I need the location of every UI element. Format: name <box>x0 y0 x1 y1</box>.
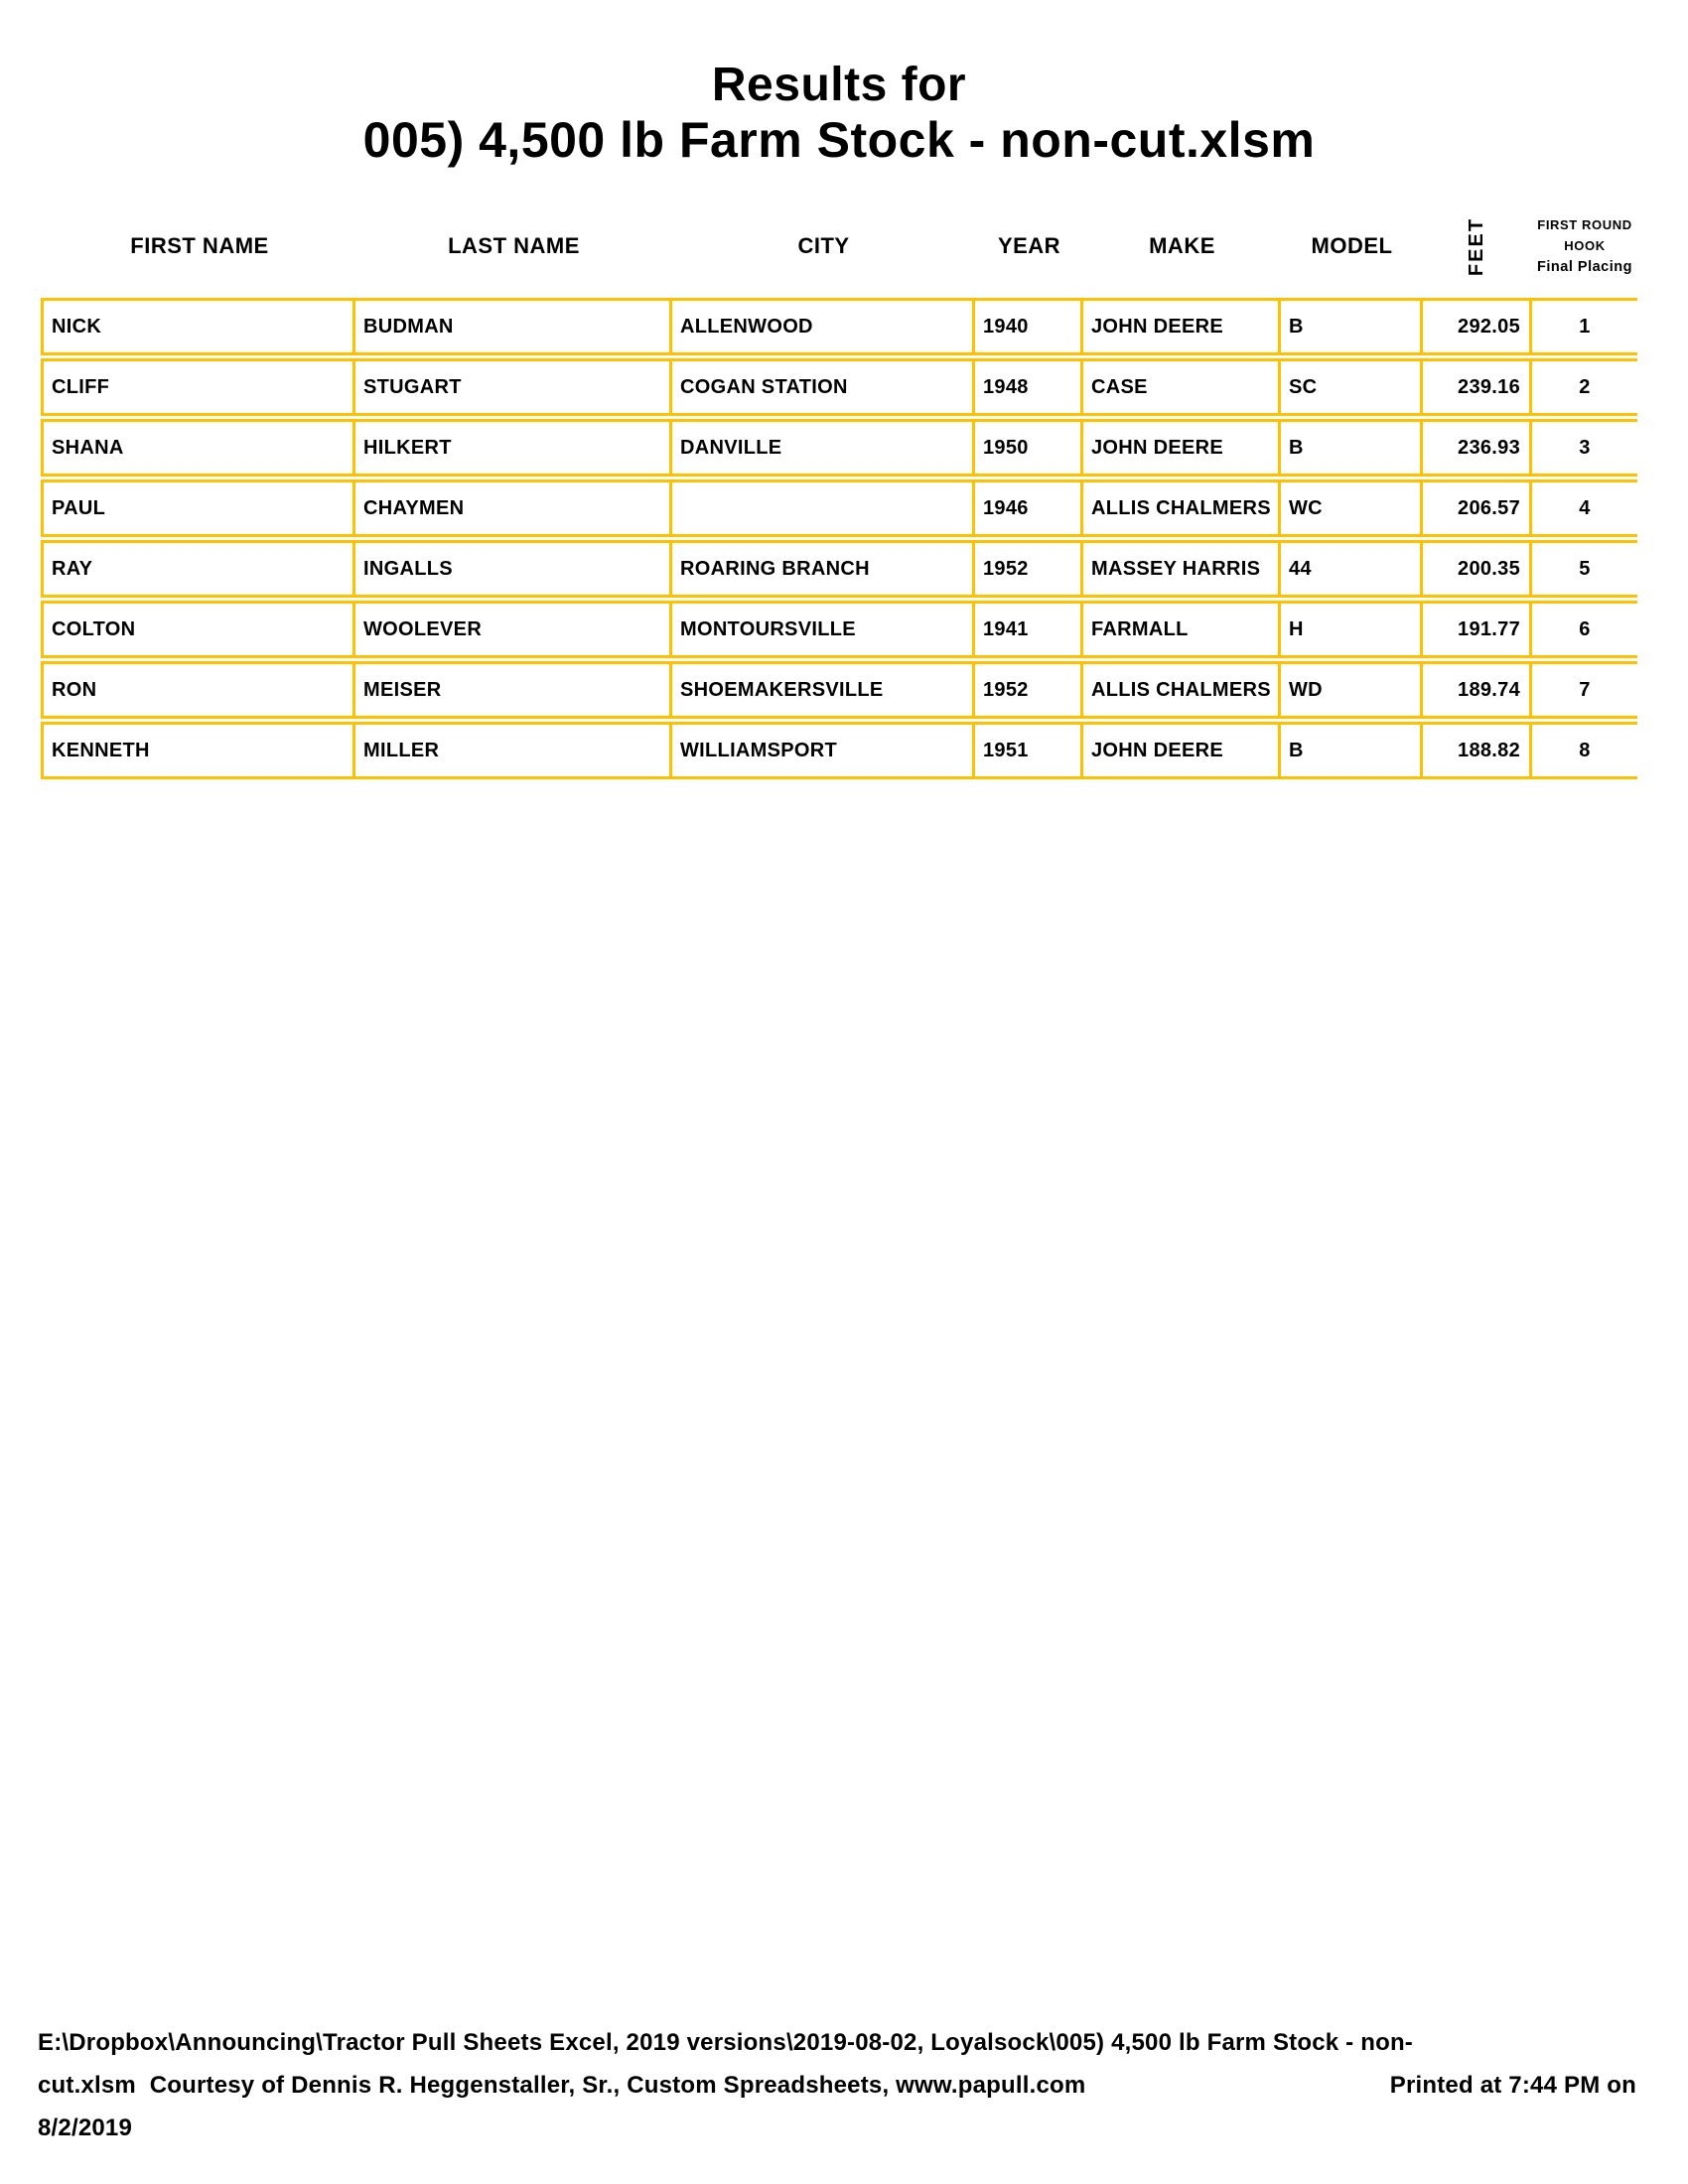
cell-feet: 189.74 <box>1423 664 1532 716</box>
column-header-year: YEAR <box>997 233 1061 258</box>
cell-city: MONTOURSVILLE <box>672 604 975 655</box>
cell-make: JOHN DEERE <box>1083 725 1281 776</box>
cell-feet: 206.57 <box>1423 482 1532 534</box>
cell-first-name: RON <box>44 664 355 716</box>
cell-make: JOHN DEERE <box>1083 301 1281 352</box>
column-header-city: CITY <box>797 233 850 258</box>
cell-model: SC <box>1281 361 1423 413</box>
cell-make: ALLIS CHALMERS <box>1083 664 1281 716</box>
cell-last-name: BUDMAN <box>355 301 672 352</box>
cell-make: JOHN DEERE <box>1083 422 1281 474</box>
cell-placing: 2 <box>1579 375 1591 398</box>
cell-first-name: KENNETH <box>44 725 355 776</box>
hook-header-line1: FIRST ROUND <box>1537 217 1632 232</box>
cell-first-name: RAY <box>44 543 355 595</box>
cell-city: ALLENWOOD <box>672 301 975 352</box>
table-row <box>41 419 1637 477</box>
table-row <box>41 298 1637 355</box>
cell-placing: 7 <box>1579 678 1591 701</box>
column-header-last-name: LAST NAME <box>448 233 580 258</box>
cell-make: MASSEY HARRIS <box>1083 543 1281 595</box>
column-header-model: MODEL <box>1311 233 1393 258</box>
cell-year: 1952 <box>975 543 1083 595</box>
table-row <box>41 540 1637 598</box>
cell-last-name: INGALLS <box>355 543 672 595</box>
cell-city: ROARING BRANCH <box>672 543 975 595</box>
page-footer <box>38 2021 1636 2149</box>
table-row <box>41 722 1637 779</box>
cell-make: CASE <box>1083 361 1281 413</box>
cell-placing: 4 <box>1579 496 1591 519</box>
cell-model: B <box>1281 422 1423 474</box>
footer-middle-line <box>38 2064 1636 2107</box>
footer-printed-date: 8/2/2019 <box>38 2115 133 2141</box>
cell-last-name: HILKERT <box>355 422 672 474</box>
cell-city: SHOEMAKERSVILLE <box>672 664 975 716</box>
cell-city: COGAN STATION <box>672 361 975 413</box>
cell-feet: 188.82 <box>1423 725 1532 776</box>
cell-feet: 239.16 <box>1423 361 1532 413</box>
cell-placing: 3 <box>1579 436 1591 459</box>
cell-model: B <box>1281 301 1423 352</box>
cell-feet: 236.93 <box>1423 422 1532 474</box>
cell-model: 44 <box>1281 543 1423 595</box>
cell-first-name: SHANA <box>44 422 355 474</box>
cell-first-name: CLIFF <box>44 361 355 413</box>
cell-year: 1941 <box>975 604 1083 655</box>
cell-make: FARMALL <box>1083 604 1281 655</box>
cell-year: 1940 <box>975 301 1083 352</box>
page-title: Results for <box>711 59 967 111</box>
cell-feet: 200.35 <box>1423 543 1532 595</box>
cell-first-name: NICK <box>44 301 355 352</box>
cell-model: H <box>1281 604 1423 655</box>
cell-placing: 8 <box>1579 739 1591 761</box>
table-row <box>41 601 1637 658</box>
cell-city: WILLIAMSPORT <box>672 725 975 776</box>
table-row <box>41 661 1637 719</box>
table-header-row <box>44 201 1637 292</box>
hook-header-line2: HOOK <box>1564 238 1606 253</box>
results-table <box>41 298 1637 779</box>
cell-last-name: MILLER <box>355 725 672 776</box>
cell-year: 1946 <box>975 482 1083 534</box>
cell-year: 1951 <box>975 725 1083 776</box>
cell-model: WD <box>1281 664 1423 716</box>
feet-rotated-label: FEET <box>1466 216 1488 276</box>
cell-year: 1950 <box>975 422 1083 474</box>
cell-year: 1952 <box>975 664 1083 716</box>
cell-model: WC <box>1281 482 1423 534</box>
cell-city: DANVILLE <box>672 422 975 474</box>
cell-placing: 6 <box>1579 617 1591 640</box>
column-header-make: MAKE <box>1149 233 1215 258</box>
footer-courtesy-text: cut.xlsm Courtesy of Dennis R. Heggenstaller, Sr., Custom Spreadsheets, www.papull.com <box>38 2072 1086 2099</box>
cell-city <box>672 482 975 534</box>
table-row <box>41 479 1637 537</box>
cell-first-name: PAUL <box>44 482 355 534</box>
table-row <box>41 358 1637 416</box>
column-header-feet <box>1423 201 1532 292</box>
page-subtitle: 005) 4,500 lb Farm Stock - non-cut.xlsm <box>362 112 1316 168</box>
cell-feet: 292.05 <box>1423 301 1532 352</box>
cell-year: 1948 <box>975 361 1083 413</box>
cell-feet: 191.77 <box>1423 604 1532 655</box>
cell-placing: 5 <box>1579 557 1591 580</box>
cell-last-name: STUGART <box>355 361 672 413</box>
cell-last-name: CHAYMEN <box>355 482 672 534</box>
footer-path-line: E:\Dropbox\Announcing\Tractor Pull Sheets Excel, 2019 versions\2019-08-02, Loyalsock\005) 4,500 lb Farm Stock - non- <box>38 2029 1414 2056</box>
hook-header-line3: Final Placing <box>1537 259 1632 275</box>
footer-printed-at: Printed at 7:44 PM on <box>1389 2072 1636 2099</box>
cell-make: ALLIS CHALMERS <box>1083 482 1281 534</box>
cell-model: B <box>1281 725 1423 776</box>
cell-last-name: MEISER <box>355 664 672 716</box>
column-header-first-round-hook <box>1532 201 1637 292</box>
cell-first-name: COLTON <box>44 604 355 655</box>
cell-placing: 1 <box>1579 315 1591 338</box>
cell-last-name: WOOLEVER <box>355 604 672 655</box>
column-header-first-name: FIRST NAME <box>130 233 269 258</box>
